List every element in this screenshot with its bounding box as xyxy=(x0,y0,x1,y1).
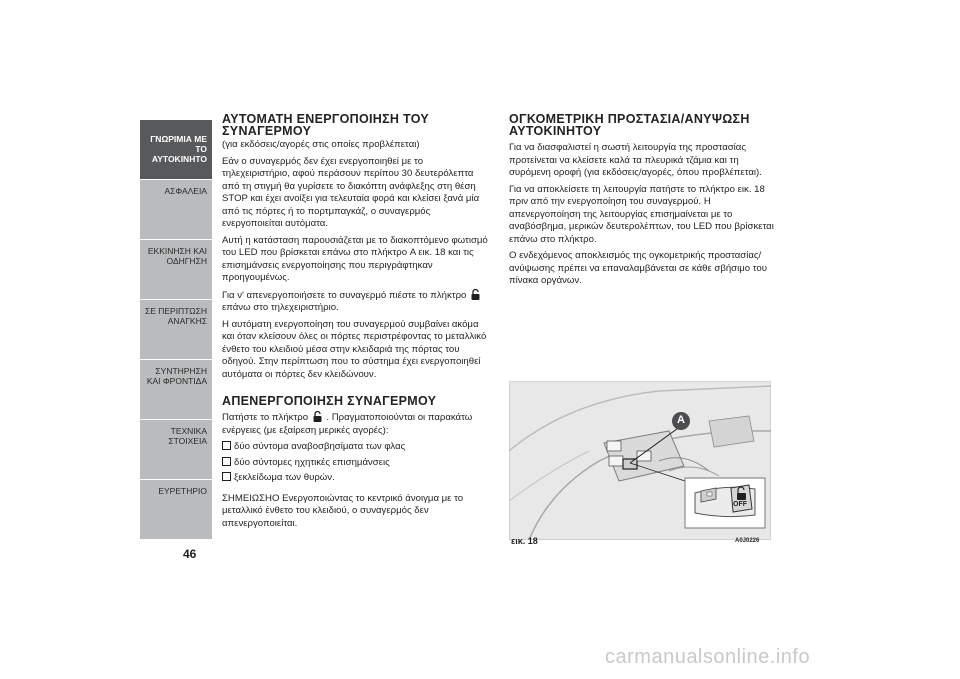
checkbox-bullet-icon xyxy=(222,472,231,481)
text-fragment: επάνω στο τηλεχειριστήριο. xyxy=(222,302,339,313)
watermark: carmanualsonline.info xyxy=(605,646,811,668)
paragraph: Ο ενδεχόμενος αποκλεισμός της ογκομετρικής προστασίας/ ανύψωσης πρέπει να επαναλαμβάνεται σε κάθε σβήσιμο του πίνακα οργάνων. xyxy=(509,250,767,286)
paragraph: Εάν ο συναγερμός δεν έχει ενεργοποιηθεί με το τηλεχειριστήριο, αφού περάσουν περίπου 30 δευτερόλεπτα από τη στιγμή θα γυρίσετε το διακόπτη ανάφλεξης στη θέση STOP και έχει ανοίξει για τελευταία φορά και κλείσει ξανά μία από τις πόρτες ή το πορτμπαγκάζ, ο συναγερμός ενεργοποιείται αυτόματα. xyxy=(222,155,480,229)
left-column xyxy=(222,113,490,534)
right-column xyxy=(509,113,779,292)
unlock-icon xyxy=(313,411,322,422)
paragraph: Για να αποκλείσετε τη λειτουργία πατήστε το πλήκτρο εικ. 18 πριν από την ενεργοποίηση του συναγερμού. Η απενεργοποίηση της λειτουργίας επισημαίνεται με το αναβόσβημα, μερικών δευτερολέπτων, του LED που βρίσκεται επάνω στο πλήκτρο. xyxy=(509,183,774,245)
paragraph: Η αυτόματη ενεργοποίηση του συναγερμού συμβαίνει ακόμα και όταν κλείσουν όλες οι πόρτες περιστρέφοντας το μεταλλικό ένθετο του κλειδιού μέσα στην κλειδαριά της πόρτας του οδηγού. Στην περίπτωση που το σύστημα έχει ενεργοποιηθεί αυτόματα οι πόρτες δεν κλειδώνουν. xyxy=(222,318,487,380)
paragraph xyxy=(222,289,490,315)
paragraph: (για εκδόσεις/αγορές στις οποίες προβλέπεται) xyxy=(222,139,420,150)
figure-caption: εικ. 18 xyxy=(511,536,538,546)
figure-code: A0J0226 xyxy=(735,538,760,544)
tab-label: ΣΥΝΤΗΡΗΣΗ ΚΑΙ ΦΡΟΝΤΙΔΑ xyxy=(146,366,207,386)
tab-label: ΑΣΦΑΛΕΙΑ xyxy=(164,186,207,196)
list-item-text: δύο σύντομα αναβοσβησίματα των φλας xyxy=(234,441,406,452)
figure-18 xyxy=(509,381,771,540)
checkbox-bullet-icon xyxy=(222,441,231,450)
tab-index[interactable] xyxy=(140,480,212,540)
checkbox-bullet-icon xyxy=(222,457,231,466)
off-label: OFF xyxy=(733,501,747,508)
unlock-icon xyxy=(471,289,480,300)
tab-getting-to-know-car[interactable] xyxy=(140,120,212,180)
paragraph xyxy=(222,411,490,437)
tab-label: ΣΕ ΠΕΡΙΠΤΩΣΗ ΑΝΑΓΚΗΣ xyxy=(144,306,207,326)
note-paragraph: ΣΗΜΕΙΩΣΗΟ Ενεργοποιώντας το κεντρικό άνοιγμα με το μεταλλικό ένθετο του κλειδιού, ο συναγερμός δεν απενεργοποιείται. xyxy=(222,492,464,529)
list-item xyxy=(222,457,490,470)
list-item-text: δύο σύντομες ηχητικές επισημάνσεις xyxy=(234,456,390,468)
tab-technical-data[interactable] xyxy=(140,420,212,480)
paragraph: Αυτή η κατάσταση παρουσιάζεται με το διακοπτόμενο φωτισμό του LED που βρίσκεται επάνω στο πλήκτρο A εικ. 18 και τις επισημάνσεις ενεργοποίησης που περιγράφτηκαν προηγουμένως. xyxy=(222,234,488,283)
tab-label: ΕΥΡΕΤΗΡΙΟ xyxy=(158,486,207,496)
section-title-deactivation: ΑΠΕΝΕΡΓΟΠΟΙΗΣΗ ΣΥΝΑΓΕΡΜΟΥ xyxy=(222,394,437,408)
tab-starting-driving[interactable] xyxy=(140,240,212,300)
text-fragment: . Πραγματοποιούνται οι παρακάτω ενέργειες (με εξαίρεση μερικές αγορές): xyxy=(222,412,473,436)
paragraph: Για να διασφαλιστεί η σωστή λειτουργία της προστασίας προτείνεται να κλείσετε καλά τα πλευρικά τζάμια και τη συρόμενη οροφή (για εκδόσεις/αγορές, όπου προβλέπεται). xyxy=(509,142,762,178)
tab-label: ΤΕΧΝΙΚΑ ΣΤΟΙΧΕΙΑ xyxy=(168,426,207,446)
section-title-volumetric-protection: ΟΓΚΟΜΕΤΡΙΚΗ ΠΡΟΣΤΑΣΙΑ/ΑΝΥΨΩΣΗ ΑΥΤΟΚΙΝΗΤΟΥ xyxy=(509,112,750,138)
list-item xyxy=(222,441,490,454)
chapter-sidebar xyxy=(140,120,212,540)
tab-label: ΕΚΚΙΝΗΣΗ ΚΑΙ ΟΔΗΓΗΣΗ xyxy=(147,246,207,266)
tab-label: ΓΝΩΡΙΜΙΑ ΜΕ ΤΟ ΑΥΤΟΚΙΝΗΤΟ xyxy=(150,134,207,164)
tab-safety[interactable] xyxy=(140,180,212,240)
tab-maintenance[interactable] xyxy=(140,360,212,420)
section-title-auto-activation: ΑΥΤΟΜΑΤΗ ΕΝΕΡΓΟΠΟΙΗΣΗ ΤΟΥ ΣΥΝΑΓΕΡΜΟΥ xyxy=(222,112,430,138)
list-item xyxy=(222,472,490,485)
text-fragment: Πατήστε το πλήκτρο xyxy=(222,412,309,423)
page-number: 46 xyxy=(183,547,197,561)
text-fragment: Για ν' απενεργοποιήσετε το συναγερμό πιέστε το πλήκτρο xyxy=(222,289,467,301)
callout-marker-a: A xyxy=(677,414,685,426)
roof-console-illustration xyxy=(509,381,771,540)
list-item-text: ξεκλείδωμα των θυρών. xyxy=(234,472,335,483)
tab-emergency[interactable] xyxy=(140,300,212,360)
